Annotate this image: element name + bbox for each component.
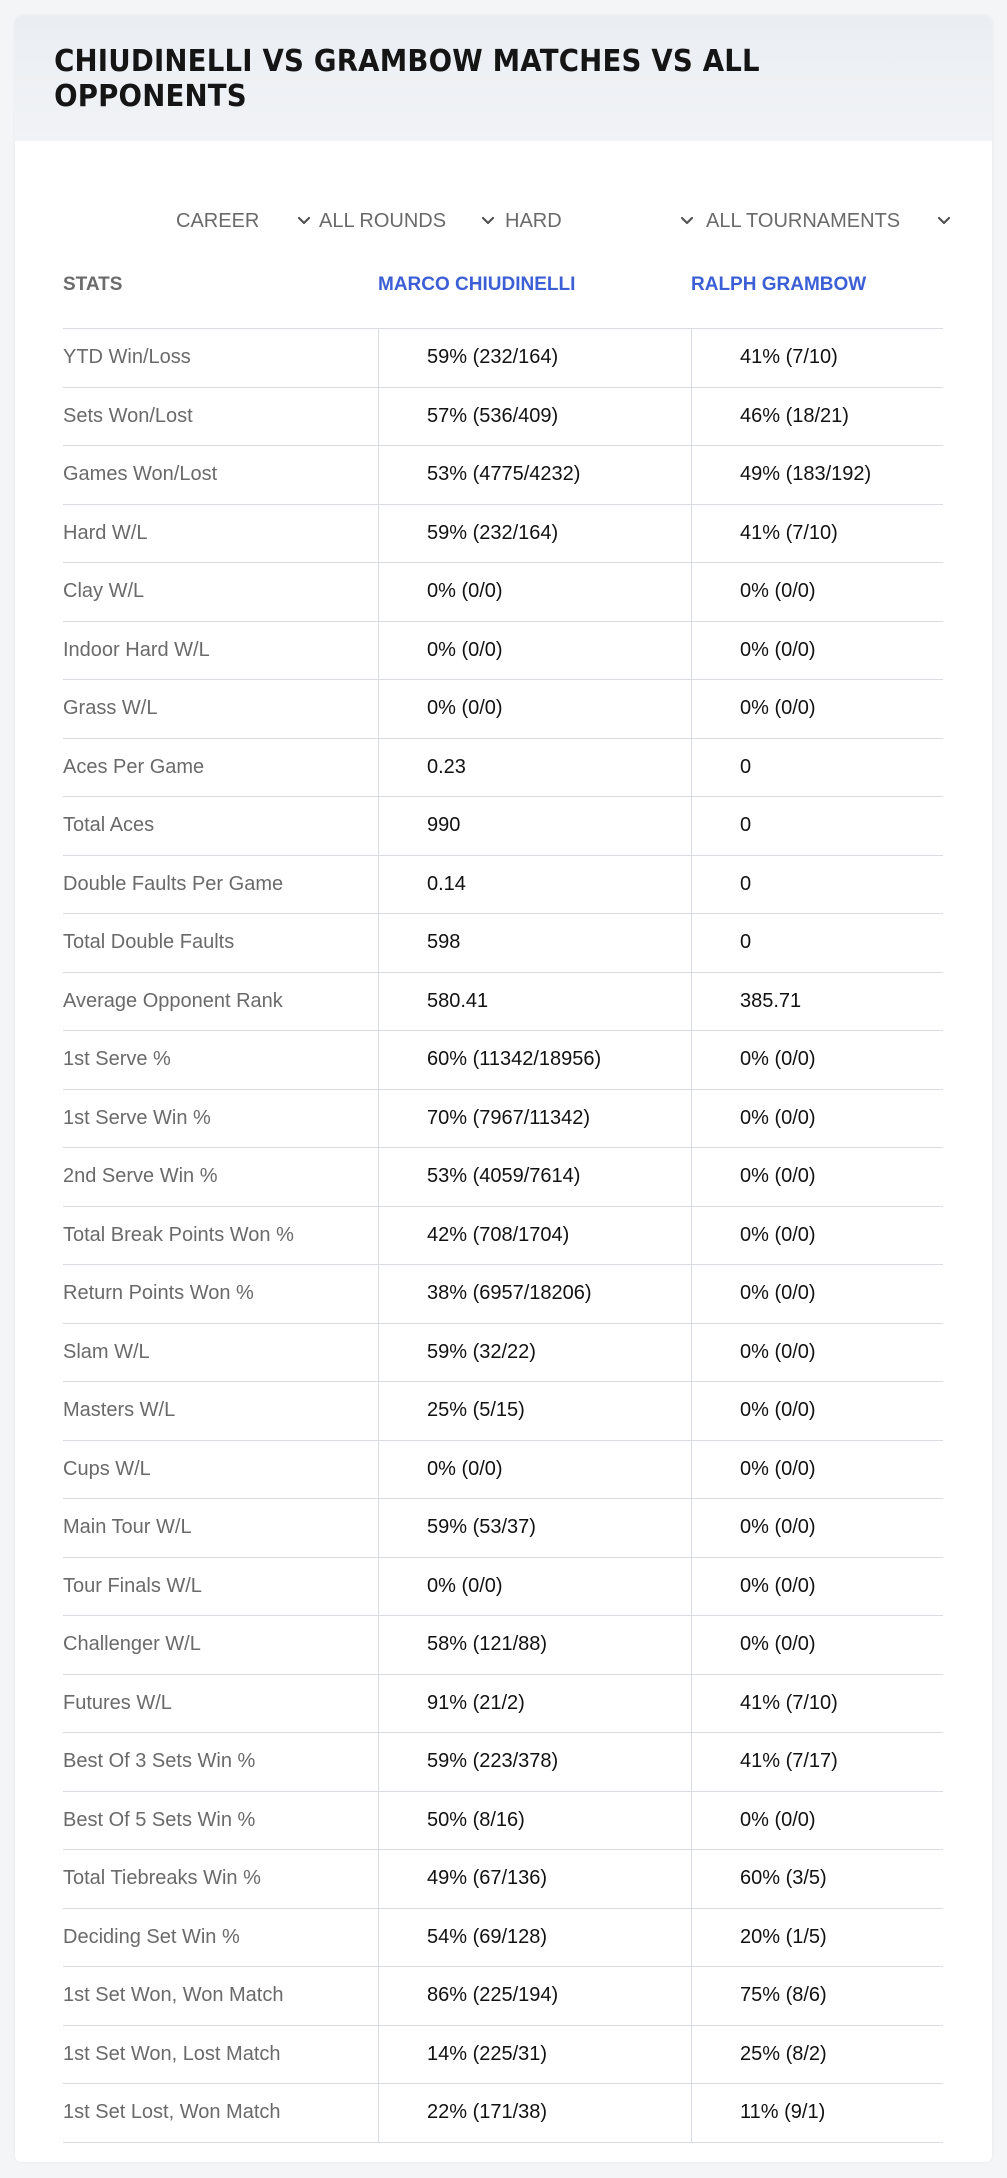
table-row — [63, 797, 943, 856]
player2-value: 0 — [691, 856, 944, 914]
player2-value: 0% (0/0) — [691, 680, 944, 738]
tournament-select-value: ALL TOURNAMENTS — [706, 209, 901, 232]
table-row — [63, 446, 943, 505]
stat-label: Tour Finals W/L — [63, 1574, 202, 1597]
player1-value: 0% (0/0) — [378, 1441, 692, 1499]
stat-label: Total Break Points Won % — [63, 1223, 294, 1246]
player1-value: 0% (0/0) — [378, 563, 692, 621]
stat-label: 1st Set Won, Lost Match — [63, 2042, 281, 2065]
stat-label: Deciding Set Win % — [63, 1925, 240, 1948]
chevron-down-icon — [935, 212, 953, 230]
stats-card — [15, 16, 992, 2162]
table-row — [63, 1616, 943, 1675]
stat-label: 1st Set Lost, Won Match — [63, 2101, 281, 2124]
player2-value: 20% (1/5) — [691, 1909, 944, 1967]
player1-value: 59% (232/164) — [378, 505, 692, 563]
player2-value: 0% (0/0) — [691, 1382, 944, 1440]
table-row — [63, 1967, 943, 2026]
period-select[interactable] — [176, 186, 259, 256]
stats-column-header: STATS — [63, 274, 123, 295]
stat-label: Best Of 5 Sets Win % — [63, 1808, 256, 1831]
stat-label: Grass W/L — [63, 697, 158, 720]
stat-label: Games Won/Lost — [63, 463, 218, 486]
player1-value: 70% (7967/11342) — [378, 1090, 692, 1148]
table-row — [63, 2084, 943, 2143]
table-row — [63, 739, 943, 798]
surface-select[interactable] — [505, 186, 562, 256]
player2-value: 60% (3/5) — [691, 1850, 944, 1908]
player2-value: 0% (0/0) — [691, 1265, 944, 1323]
player2-value: 0% (0/0) — [691, 1324, 944, 1382]
player1-value: 0.14 — [378, 856, 692, 914]
table-row — [63, 1675, 943, 1734]
stat-label: 1st Serve Win % — [63, 1106, 211, 1129]
player1-value: 91% (21/2) — [378, 1675, 692, 1733]
chevron-down-icon — [678, 212, 696, 230]
table-row — [63, 1148, 943, 1207]
player1-value: 990 — [378, 797, 692, 855]
stats-table — [63, 256, 943, 2143]
player2-value: 0% (0/0) — [691, 1090, 944, 1148]
table-row — [63, 1909, 943, 1968]
player1-value: 54% (69/128) — [378, 1909, 692, 1967]
player2-value: 0% (0/0) — [691, 1616, 944, 1674]
table-row — [63, 1031, 943, 1090]
table-row — [63, 1792, 943, 1851]
player1-value: 58% (121/88) — [378, 1616, 692, 1674]
table-row — [63, 1207, 943, 1266]
player2-value: 0% (0/0) — [691, 1441, 944, 1499]
table-row — [63, 856, 943, 915]
player2-value: 11% (9/1) — [691, 2084, 944, 2142]
stat-label: Futures W/L — [63, 1691, 172, 1714]
table-row — [63, 1265, 943, 1324]
stat-label: 1st Serve % — [63, 1048, 171, 1071]
table-row — [63, 563, 943, 622]
player1-value: 53% (4775/4232) — [378, 446, 692, 504]
player1-value: 49% (67/136) — [378, 1850, 692, 1908]
stat-label: Slam W/L — [63, 1340, 150, 1363]
table-header — [63, 256, 943, 329]
player2-column-header[interactable]: RALPH GRAMBOW — [691, 274, 867, 295]
stat-label: YTD Win/Loss — [63, 346, 191, 369]
stat-label: Clay W/L — [63, 580, 145, 603]
table-row — [63, 622, 943, 681]
table-row — [63, 973, 943, 1032]
table-row — [63, 388, 943, 447]
page-header — [15, 16, 992, 141]
surface-select-value: HARD — [505, 209, 562, 232]
stat-label: Double Faults Per Game — [63, 872, 284, 895]
stat-label: Total Aces — [63, 814, 155, 837]
page-title: CHIUDINELLI VS GRAMBOW MATCHES VS ALL OPPONENTS — [54, 43, 760, 114]
player1-value: 22% (171/38) — [378, 2084, 692, 2142]
player2-value: 0% (0/0) — [691, 563, 944, 621]
stat-label: Total Double Faults — [63, 931, 235, 954]
player2-value: 46% (18/21) — [691, 388, 944, 446]
player1-value: 598 — [378, 914, 692, 972]
player1-value: 86% (225/194) — [378, 1967, 692, 2025]
stat-label: Indoor Hard W/L — [63, 638, 210, 661]
filter-bar — [15, 186, 992, 256]
stat-label: Main Tour W/L — [63, 1516, 192, 1539]
player2-value: 0% (0/0) — [691, 1558, 944, 1616]
player1-value: 580.41 — [378, 973, 692, 1031]
player2-value: 49% (183/192) — [691, 446, 944, 504]
player1-value: 0% (0/0) — [378, 680, 692, 738]
stat-label: Total Tiebreaks Win % — [63, 1867, 261, 1890]
table-body — [63, 329, 943, 2143]
table-row — [63, 1558, 943, 1617]
player2-value: 0 — [691, 739, 944, 797]
player2-value: 0 — [691, 914, 944, 972]
chevron-down-icon — [295, 212, 313, 230]
stat-label: Sets Won/Lost — [63, 404, 193, 427]
player2-value: 41% (7/10) — [691, 1675, 944, 1733]
player1-value: 50% (8/16) — [378, 1792, 692, 1850]
table-row — [63, 1382, 943, 1441]
table-row — [63, 914, 943, 973]
player1-value: 59% (32/22) — [378, 1324, 692, 1382]
player2-value: 41% (7/10) — [691, 329, 944, 387]
table-row — [63, 1324, 943, 1383]
player1-value: 42% (708/1704) — [378, 1207, 692, 1265]
player1-value: 59% (223/378) — [378, 1733, 692, 1791]
player2-value: 0% (0/0) — [691, 1148, 944, 1206]
player2-value: 0 — [691, 797, 944, 855]
table-row — [63, 1441, 943, 1500]
player1-value: 59% (232/164) — [378, 329, 692, 387]
player2-value: 0% (0/0) — [691, 1031, 944, 1089]
stat-label: 1st Set Won, Won Match — [63, 1984, 284, 2007]
round-select[interactable] — [319, 186, 446, 256]
player1-value: 0% (0/0) — [378, 622, 692, 680]
player1-value: 53% (4059/7614) — [378, 1148, 692, 1206]
stat-label: Masters W/L — [63, 1399, 176, 1422]
player2-value: 0% (0/0) — [691, 622, 944, 680]
player2-value: 41% (7/10) — [691, 505, 944, 563]
table-row — [63, 1733, 943, 1792]
player2-value: 0% (0/0) — [691, 1499, 944, 1557]
table-row — [63, 1090, 943, 1149]
table-row — [63, 1499, 943, 1558]
stat-label: Cups W/L — [63, 1457, 151, 1480]
player1-column-header[interactable]: MARCO CHIUDINELLI — [378, 274, 576, 295]
player1-value: 57% (536/409) — [378, 388, 692, 446]
player2-value: 25% (8/2) — [691, 2026, 944, 2084]
player1-value: 14% (225/31) — [378, 2026, 692, 2084]
stat-label: Return Points Won % — [63, 1282, 254, 1305]
table-row — [63, 2026, 943, 2085]
table-row — [63, 329, 943, 388]
round-select-value: ALL ROUNDS — [319, 209, 447, 232]
player2-value: 0% (0/0) — [691, 1792, 944, 1850]
period-select-value: CAREER — [176, 209, 260, 232]
stat-label: Challenger W/L — [63, 1633, 201, 1656]
tournament-select[interactable] — [706, 186, 900, 256]
player1-value: 0% (0/0) — [378, 1558, 692, 1616]
chevron-down-icon — [479, 212, 497, 230]
player1-value: 60% (11342/18956) — [378, 1031, 692, 1089]
table-row — [63, 680, 943, 739]
player2-value: 385.71 — [691, 973, 944, 1031]
stat-label: Best Of 3 Sets Win % — [63, 1750, 256, 1773]
player1-value: 38% (6957/18206) — [378, 1265, 692, 1323]
player2-value: 75% (8/6) — [691, 1967, 944, 2025]
table-row — [63, 1850, 943, 1909]
table-row — [63, 505, 943, 564]
player2-value: 41% (7/17) — [691, 1733, 944, 1791]
player2-value: 0% (0/0) — [691, 1207, 944, 1265]
player1-value: 59% (53/37) — [378, 1499, 692, 1557]
stat-label: Aces Per Game — [63, 755, 205, 778]
player1-value: 0.23 — [378, 739, 692, 797]
stat-label: 2nd Serve Win % — [63, 1165, 218, 1188]
stat-label: Hard W/L — [63, 521, 148, 544]
stat-label: Average Opponent Rank — [63, 989, 283, 1012]
player1-value: 25% (5/15) — [378, 1382, 692, 1440]
